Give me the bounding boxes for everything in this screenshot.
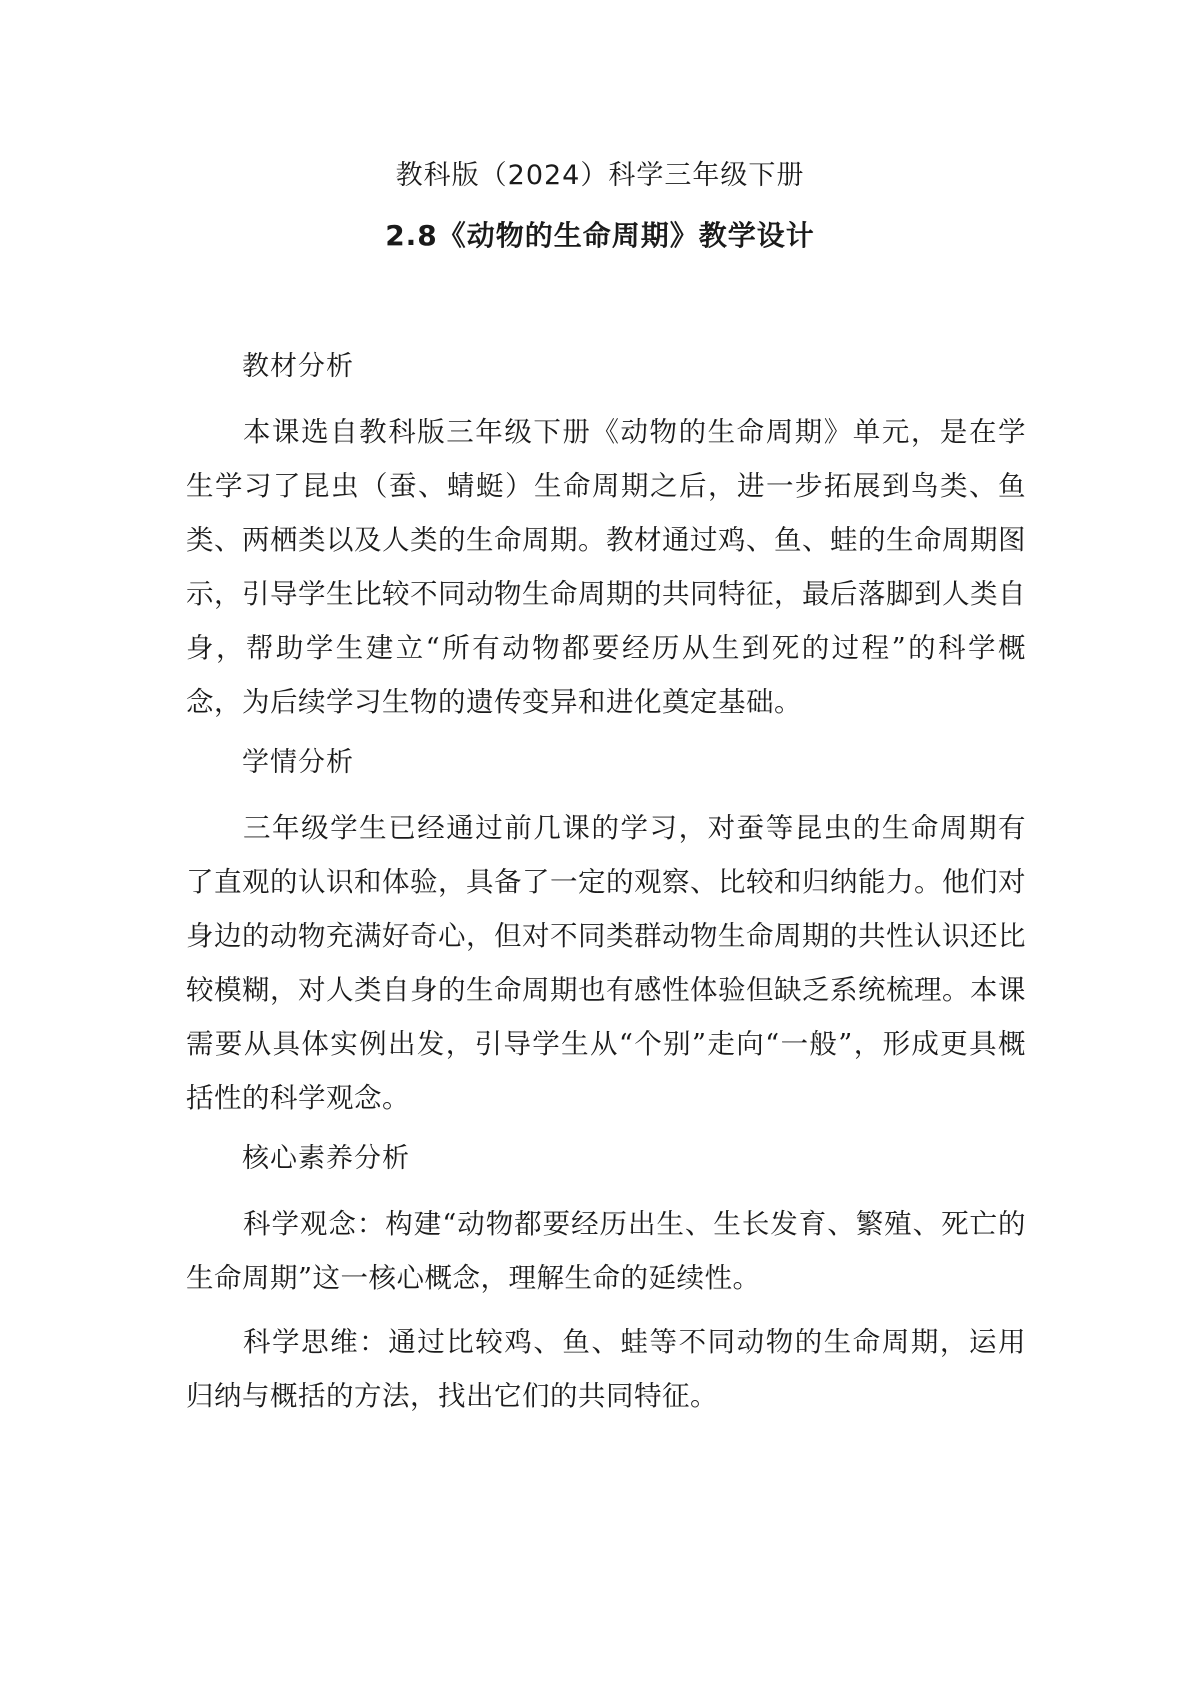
section-paragraph: 三年级学生已经通过前几课的学习，对蚕等昆虫的生命周期有了直观的认识和体验，具备了一定的观察、比较和归纳能力。他们对身边的动物充满好奇心，但对不同类群动物生命周期的共性认识还比较模糊，对人类自身的生命周期也有感性体验但缺乏系统梳理。本课需要从具体实例出发，引导学生从“个别”走向“一般”，形成更具概括性的科学观念。 (186, 812, 1026, 1114)
section-paragraph: 科学观念：构建“动物都要经历出生、生长发育、繁殖、死亡的生命周期”这一核心概念，理解生命的延续性。 (186, 1208, 1026, 1294)
section-student-analysis (186, 739, 1026, 1125)
section-heading: 学情分析 (242, 747, 354, 778)
document-subtitle: 教科版（2024）科学三年级下册 (395, 160, 805, 191)
section-core-literacy (186, 1135, 1026, 1423)
section-heading: 核心素养分析 (242, 1143, 410, 1174)
section-textbook-analysis (186, 343, 1026, 729)
document-body (186, 343, 1026, 1433)
document-title: 2.8《动物的生命周期》教学设计 (385, 219, 815, 252)
section-paragraph: 科学思维：通过比较鸡、鱼、蛙等不同动物的生命周期，运用归纳与概括的方法，找出它们的共同特征。 (186, 1326, 1026, 1412)
section-paragraph: 本课选自教科版三年级下册《动物的生命周期》单元，是在学生学习了昆虫（蚕、蜻蜓）生命周期之后，进一步拓展到鸟类、鱼类、两栖类以及人类的生命周期。教材通过鸡、鱼、蛙的生命周期图示，引导学生比较不同动物生命周期的共同特征，最后落脚到人类自身，帮助学生建立“所有动物都要经历从生到死的过程”的科学概念，为后续学习生物的遗传变异和进化奠定基础。 (186, 416, 1026, 718)
section-heading: 教材分析 (242, 351, 354, 382)
